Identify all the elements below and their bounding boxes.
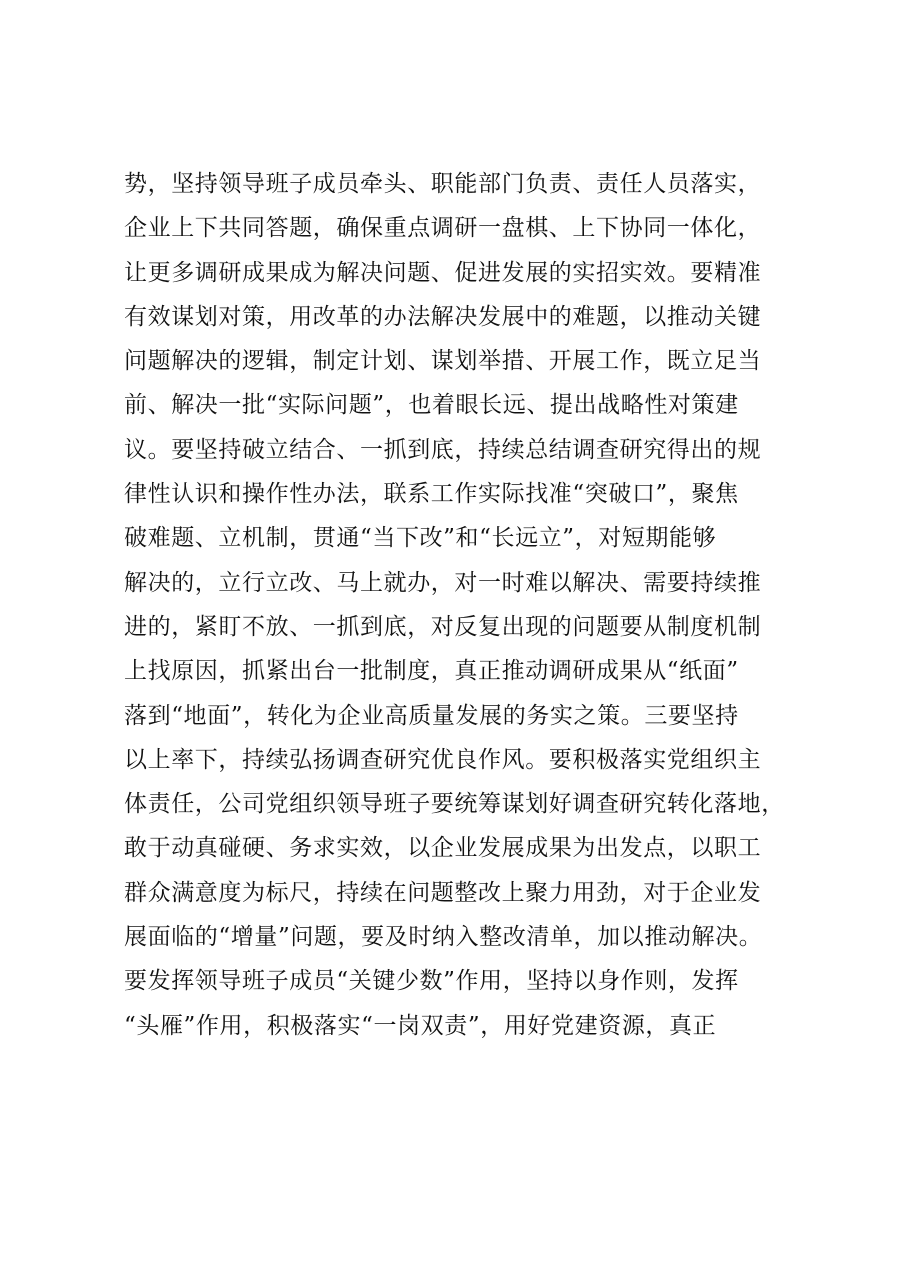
text-line-content: 以上率下，持续弘扬调查研究优良作风。要积极落实党组织主 (124, 746, 762, 773)
text-line-content: 体责任，公司党组织领导班子要统筹谋划好调查研究转化落地， (124, 791, 785, 818)
text-line (124, 959, 804, 1003)
text-line (124, 1004, 804, 1048)
text-line-content: 问题解决的逻辑，制定计划、谋划举措、开展工作，既立足当 (124, 348, 762, 375)
text-line-content: 敢于动真碰硬、务求实效，以企业发展成果为出发点，以职工 (124, 835, 762, 862)
text-line-content: 律性认识和操作性办法，联系工作实际找准“突破口”，聚焦 (124, 481, 739, 508)
text-line (124, 383, 804, 427)
text-line (124, 694, 804, 738)
text-line-content: 前、解决一批“实际问题”，也着眼长远、提出战略性对策建 (124, 392, 739, 419)
text-line (124, 605, 804, 649)
text-line-content: 破难题、立机制，贯通“当下改”和“长远立”，对短期能够 (124, 525, 717, 552)
text-line-content: 有效谋划对策，用改革的办法解决发展中的难题，以推动关键 (124, 303, 762, 330)
text-line (124, 206, 804, 250)
text-line (124, 915, 804, 959)
text-line-content: 落到“地面”，转化为企业高质量发展的务实之策。三要坚持 (124, 702, 739, 729)
text-line-content: “头雁”作用，积极落实“一岗双责”，用好党建资源，真正 (124, 1012, 717, 1039)
text-line (124, 782, 804, 826)
text-line (124, 162, 804, 206)
text-line (124, 871, 804, 915)
text-line (124, 561, 804, 605)
text-line-content: 上找原因，抓紧出台一批制度，真正推动调研成果从“纸面” (124, 658, 739, 685)
text-line (124, 251, 804, 295)
text-line (124, 516, 804, 560)
text-line (124, 339, 804, 383)
text-line (124, 295, 804, 339)
text-line-content: 展面临的“增量”问题，要及时纳入整改清单，加以推动解决。 (124, 924, 763, 951)
text-line-content: 进的，紧盯不放、一抓到底，对反复出现的问题要从制度机制 (124, 613, 762, 640)
text-line-content: 议。要坚持破立结合、一抓到底，持续总结调查研究得出的规 (124, 436, 762, 463)
body-text (124, 162, 804, 1048)
text-line-content: 势，坚持领导班子成员牵头、职能部门负责、责任人员落实， (124, 171, 762, 197)
text-line-content: 让更多调研成果成为解决问题、促进发展的实招实效。要精准 (124, 259, 762, 286)
text-line (124, 472, 804, 516)
text-line (124, 428, 804, 472)
text-line-content: 群众满意度为标尺，持续在问题整改上聚力用劲，对于企业发 (124, 879, 762, 906)
text-line (124, 649, 804, 693)
text-line-content: 解决的，立行立改、马上就办，对一时难以解决、需要持续推 (124, 569, 762, 596)
text-line-content: 要发挥领导班子成员“关键少数”作用，坚持以身作则，发挥 (124, 968, 739, 995)
text-line (124, 738, 804, 782)
text-line-content: 企业上下共同答题，确保重点调研一盘棋、上下协同一体化， (124, 215, 762, 242)
text-line (124, 826, 804, 870)
